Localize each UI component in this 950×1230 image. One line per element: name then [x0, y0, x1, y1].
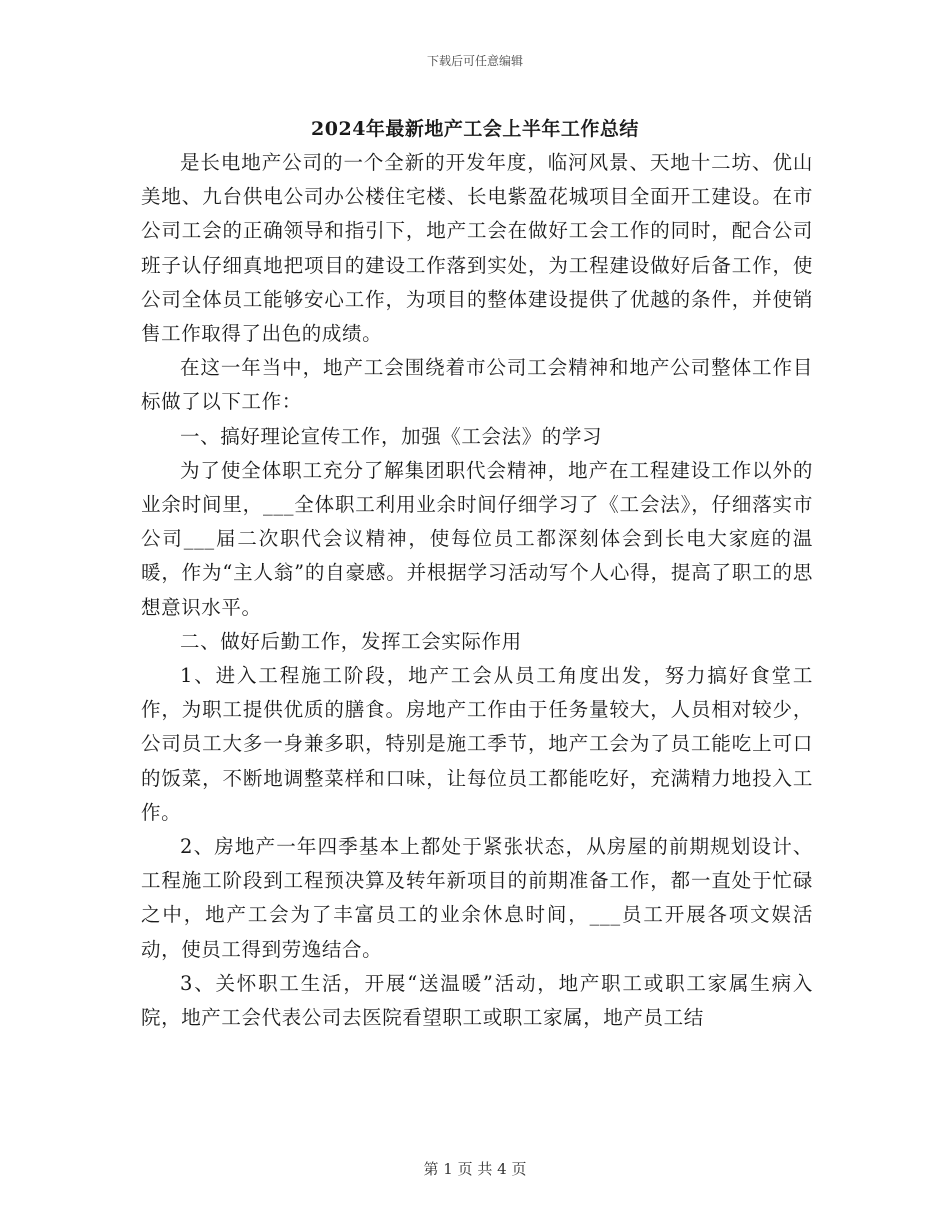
paragraph-item-2: 2、房地产一年四季基本上都处于紧张状态，从房屋的前期规划设计、工程施工阶段到工程预决算及转年新项目的前期准备工作，都一直处于忙碌之中，地产工会为了丰富员工的业余休息时间，___员工开展各项文娱活动，使员工得到劳逸结合。 — [141, 835, 813, 961]
page-header: 下载后可任意编辑 — [426, 54, 523, 68]
document-title: 2024年最新地产工会上半年工作总结 — [311, 118, 639, 140]
paragraph-item-3: 3、关怀职工生活，开展“送温暖”活动，地产职工或职工家属生病入院，地产工会代表公司去医院看望职工或职工家属，地产员工结 — [141, 971, 813, 1030]
paragraph-item-1: 1、进入工程施工阶段，地产工会从员工角度出发，努力搞好食堂工作，为职工提供优质的膳食。房地产工作由于任务量较大，人员相对较少，公司员工大多一身兼多职，特别是施工季节，地产工会为了员工能吃上可口的饭菜，不断地调整菜样和口味，让每位员工都能吃好，充满精力地投入工作。 — [141, 664, 813, 824]
page-number-footer: 第 1 页 共 4 页 — [423, 1160, 527, 1178]
section-heading-2: 二、做好后勤工作，发挥工会实际作用 — [180, 629, 522, 653]
section-heading-1: 一、搞好理论宣传工作，加强《工会法》的学习 — [180, 424, 603, 448]
paragraph-section-1: 为了使全体职工充分了解集团职代会精神，地产在工程建设工作以外的业余时间里，___全体职工利用业余时间仔细学习了《工会法》，仔细落实市公司___届二次职代会议精神，使每位员工都深刻体会到长电大家庭的温暖，作为“主人翁”的自豪感。并根据学习活动写个人心得，提高了职工的思想意识水平。 — [141, 458, 813, 619]
paragraph-intro: 是长电地产公司的一个全新的开发年度，临河风景、天地十二坊、优山美地、九台供电公司办公楼住宅楼、长电紫盈花城项目全面开工建设。在市公司工会的正确领导和指引下，地产工会在做好工会工作的同时，配合公司班子认仔细真地把项目的建设工作落到实处，为工程建设做好后备工作，使公司全体员工能够安心工作，为项目的整体建设提供了优越的条件，并使销售工作取得了出色的成绩。 — [141, 151, 813, 346]
document-body — [141, 146, 813, 1035]
paragraph-overview: 在这一年当中，地产工会围绕着市公司工会精神和地产公司整体工作目标做了以下工作： — [141, 356, 813, 414]
